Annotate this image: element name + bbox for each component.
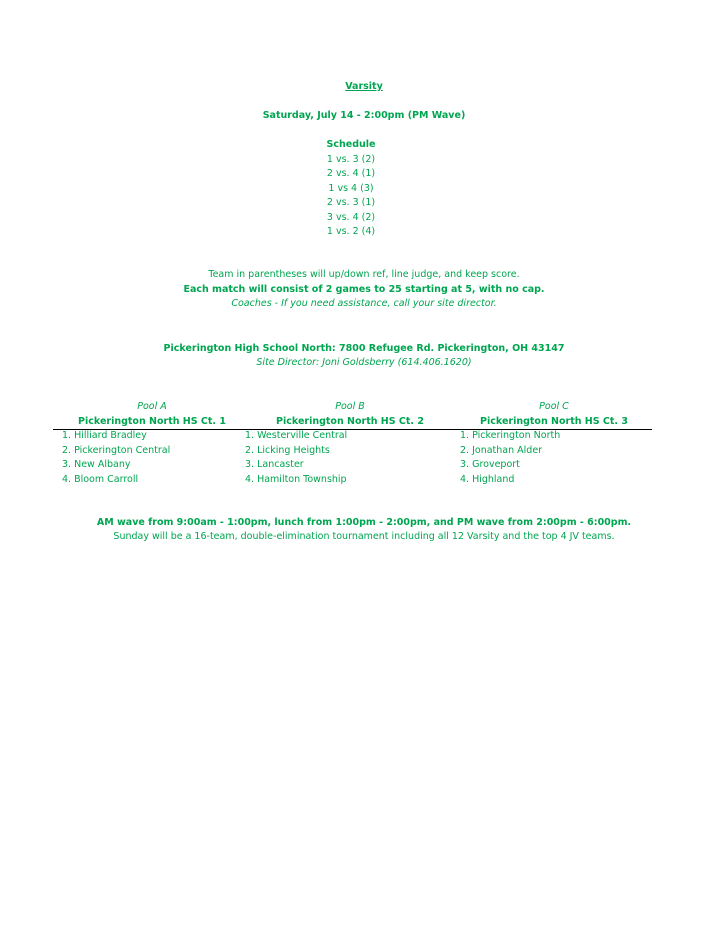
team-item: 2. Pickerington Central [62,444,171,456]
note-coaches: Coaches - If you need assistance, call your site director. [231,298,497,309]
team-item: 4. Hamilton Township [245,473,347,485]
team-item: 1. Westerville Central [245,430,348,441]
site-location: Pickerington High School North: 7800 Refugee Rd. Pickerington, OH 43147 [163,343,565,354]
note-match-format: Each match will consist of 2 games to 25 starting at 5, with no cap. [183,284,545,295]
team-item: 1. Hilliard Bradley [62,430,147,441]
team-item: 2. Jonathan Alder [460,444,543,456]
team-item: 4. Bloom Carroll [62,473,139,485]
team-item: 3. Groveport [460,459,520,470]
pool-a-label: Pool A [137,401,167,412]
pool-b-court: Pickerington North HS Ct. 2 [276,416,424,427]
team-item: 4. Highland [460,473,515,485]
schedule-match: 1 vs 4 (3) [328,182,374,194]
pool-b-teams [245,429,347,487]
team-item: 2. Licking Heights [245,444,330,456]
schedule-match: 3 vs. 4 (2) [326,211,376,223]
footer-waves: AM wave from 9:00am - 1:00pm, lunch from 1:00pm - 2:00pm, and PM wave from 2:00pm - 6:00pm. [96,517,632,528]
site-director: Site Director: Joni Goldsberry (614.406.1620) [256,357,472,368]
pool-c-label: Pool C [539,401,569,412]
pool-c-court: Pickerington North HS Ct. 3 [480,416,628,427]
footer-sunday: Sunday will be a 16-team, double-elimination tournament including all 12 Varsity and the top 4 JV teams. [113,531,615,542]
pool-a-teams [62,429,170,487]
team-item: 3. Lancaster [245,459,304,470]
schedule [300,138,402,240]
team-item: 3. New Albany [62,459,131,470]
pool-a-court: Pickerington North HS Ct. 1 [78,416,226,427]
schedule-match: 1 vs. 2 (4) [326,226,376,237]
team-item: 1. Pickerington North [460,430,561,441]
note-ref: Team in parentheses will up/down ref, line judge, and keep score. [208,269,520,280]
pool-b-label: Pool B [335,401,365,412]
schedule-match: 1 vs. 3 (2) [326,153,376,165]
schedule-heading: Schedule [326,139,376,150]
date-line: Saturday, July 14 - 2:00pm (PM Wave) [262,110,466,121]
page-title: Varsity [345,81,383,92]
schedule-match: 2 vs. 4 (1) [326,168,376,179]
pool-c-teams [460,429,560,487]
schedule-match: 2 vs. 3 (1) [326,197,376,208]
